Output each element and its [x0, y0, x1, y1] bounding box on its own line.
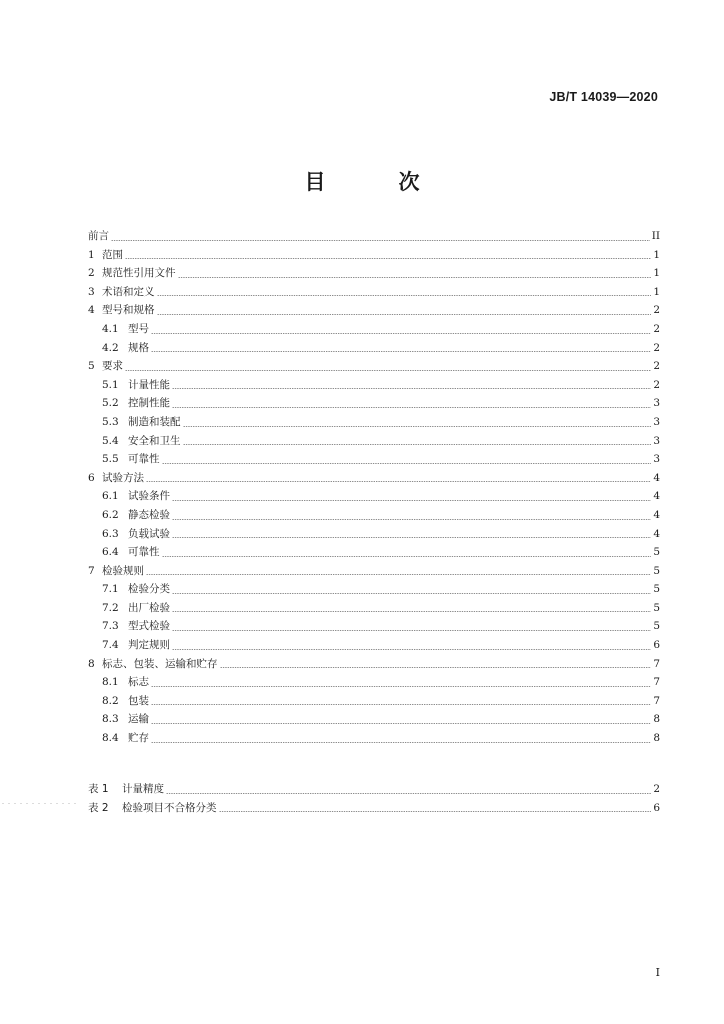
section-number: 1: [88, 248, 95, 261]
section-title: 范围: [102, 248, 123, 261]
section-title: 制造和装配: [128, 415, 181, 428]
section-title: 安全和卫生: [128, 434, 181, 447]
section-number: 2: [88, 267, 95, 280]
dot-leader: [172, 649, 651, 650]
section-number: 8.4: [102, 732, 119, 745]
toc-entry[interactable]: [88, 227, 660, 246]
dot-leader: [146, 481, 651, 482]
toc-entry[interactable]: [88, 692, 660, 711]
page-ref: 1: [653, 285, 660, 298]
toc-entry[interactable]: [88, 710, 660, 729]
page-ref: 4: [653, 527, 660, 540]
section-number: 7.4: [102, 639, 119, 652]
page-ref: 2: [653, 322, 660, 335]
dot-leader: [172, 500, 651, 501]
page-ref: 6: [653, 801, 660, 814]
page-ref: 3: [653, 453, 660, 466]
page-number: I: [655, 966, 660, 979]
dot-leader: [172, 611, 651, 612]
dot-leader: [151, 351, 651, 352]
section-title: 型号和规格: [102, 304, 155, 317]
section-title: 标志: [128, 676, 149, 689]
section-number: 6.1: [102, 490, 119, 503]
section-number: 5.1: [102, 378, 119, 391]
section-number: 4.1: [102, 322, 119, 335]
page-ref: 4: [653, 490, 660, 503]
page-ref: 7: [653, 694, 660, 707]
section-number: 7.1: [102, 583, 119, 596]
section-number: 8: [88, 657, 95, 670]
toc-entry[interactable]: [88, 469, 660, 488]
page-ref: 8: [653, 732, 660, 745]
section-title: 可靠性: [128, 453, 160, 466]
section-number: 6: [88, 471, 95, 484]
dot-leader: [219, 811, 652, 812]
section-title: 术语和定义: [102, 285, 155, 298]
dot-leader: [157, 314, 652, 315]
section-title: 计量性能: [128, 378, 170, 391]
dot-leader: [151, 742, 651, 743]
table-of-contents: [88, 227, 660, 748]
section-number: 5.5: [102, 453, 119, 466]
page-ref: 7: [653, 676, 660, 689]
page-ref: 5: [653, 564, 660, 577]
toc-entry[interactable]: [88, 617, 660, 636]
toc-entry[interactable]: [88, 264, 660, 283]
section-title: 运输: [128, 713, 149, 726]
dot-leader: [151, 723, 651, 724]
toc-entry[interactable]: [88, 506, 660, 525]
page-ref: 1: [653, 248, 660, 261]
scan-artifact: [0, 803, 80, 804]
dot-leader: [172, 388, 651, 389]
dot-leader: [111, 240, 650, 241]
toc-entry[interactable]: [88, 729, 660, 748]
page-title: 目 次: [304, 170, 446, 194]
section-title: 型号: [128, 322, 149, 335]
dot-leader: [162, 463, 652, 464]
page-ref: 3: [653, 397, 660, 410]
page-ref: 2: [653, 341, 660, 354]
dot-leader: [125, 258, 651, 259]
section-title: 试验方法: [102, 471, 144, 484]
dot-leader: [166, 793, 651, 794]
page-ref: 5: [653, 601, 660, 614]
toc-entry[interactable]: [88, 413, 660, 432]
section-title: 静态检验: [128, 508, 170, 521]
section-title: 规格: [128, 341, 149, 354]
toc-entry[interactable]: [88, 543, 660, 562]
section-title: 控制性能: [128, 397, 170, 410]
toc-entry[interactable]: [88, 655, 660, 674]
toc-entry[interactable]: [88, 450, 660, 469]
page-ref: 2: [653, 304, 660, 317]
dot-leader: [178, 277, 652, 278]
toc-entry[interactable]: [88, 320, 660, 339]
section-number: 7.2: [102, 601, 119, 614]
dot-leader: [172, 630, 651, 631]
section-number: 4: [88, 304, 95, 317]
toc-entry[interactable]: [88, 487, 660, 506]
toc-entry[interactable]: [88, 432, 660, 451]
page-ref: 2: [653, 360, 660, 373]
section-title: 出厂检验: [128, 601, 170, 614]
toc-entry[interactable]: [88, 580, 660, 599]
toc-entry[interactable]: [88, 673, 660, 692]
dot-leader: [151, 333, 651, 334]
section-number: 7: [88, 564, 95, 577]
page-ref: 4: [653, 508, 660, 521]
page-ref: 2: [653, 783, 660, 795]
toc-entry[interactable]: [88, 525, 660, 544]
dot-leader: [172, 407, 651, 408]
section-number: 6.2: [102, 508, 119, 521]
page-ref: 6: [653, 639, 660, 652]
page-ref: 1: [653, 267, 660, 280]
section-title: 判定规则: [128, 639, 170, 652]
page-ref: 5: [653, 583, 660, 596]
dot-leader: [172, 593, 651, 594]
dot-leader: [172, 537, 651, 538]
section-title: 检验分类: [128, 583, 170, 596]
dot-leader: [146, 574, 651, 575]
dot-leader: [125, 370, 651, 371]
dot-leader: [162, 556, 652, 557]
dot-leader: [172, 519, 651, 520]
section-title: 型式检验: [128, 620, 170, 633]
section-number: 5.2: [102, 397, 119, 410]
section-number: 5.4: [102, 434, 119, 447]
page-ref: 3: [653, 434, 660, 447]
section-title: 包装: [128, 694, 149, 707]
page-ref: 5: [653, 546, 660, 559]
dot-leader: [151, 704, 651, 705]
table-number: 表 1: [88, 783, 109, 795]
section-title: 规范性引用文件: [102, 267, 176, 280]
section-number: 5: [88, 360, 95, 373]
dot-leader: [183, 426, 652, 427]
dot-leader: [157, 295, 652, 296]
page-ref: 8: [653, 713, 660, 726]
dot-leader: [220, 667, 652, 668]
table-title: 检验项目不合格分类: [122, 801, 217, 814]
section-title: 贮存: [128, 732, 149, 745]
section-number: 8.2: [102, 694, 119, 707]
page-ref: 5: [653, 620, 660, 633]
section-title: 要求: [102, 360, 123, 373]
toc-entry[interactable]: [88, 283, 660, 302]
table-title: 计量精度: [122, 783, 164, 795]
toc-entry[interactable]: [88, 376, 660, 395]
page-ref: 7: [653, 657, 660, 670]
dot-leader: [151, 686, 651, 687]
section-number: 6.3: [102, 527, 119, 540]
section-title: 试验条件: [128, 490, 170, 503]
page-ref: 4: [653, 471, 660, 484]
section-number: 8.3: [102, 713, 119, 726]
section-number: 6.4: [102, 546, 119, 559]
section-number: 5.3: [102, 415, 119, 428]
toc-entry[interactable]: [88, 357, 660, 376]
toc-entry[interactable]: [88, 636, 660, 655]
toc-entry[interactable]: [88, 394, 660, 413]
section-title: 可靠性: [128, 546, 160, 559]
section-number: 8.1: [102, 676, 119, 689]
toc-entry[interactable]: [88, 246, 660, 265]
table-number: 表 2: [88, 801, 109, 814]
toc-entry[interactable]: [88, 339, 660, 358]
section-title: 标志、包装、运输和贮存: [102, 657, 218, 670]
section-title: 前言: [88, 230, 109, 242]
section-number: 4.2: [102, 341, 119, 354]
table-list-entry[interactable]: [88, 780, 660, 799]
section-title: 检验规则: [102, 564, 144, 577]
standard-code: JB/T 14039—2020: [549, 90, 658, 104]
page-ref: 3: [653, 415, 660, 428]
section-number: 7.3: [102, 620, 119, 633]
table-list-entry[interactable]: [88, 799, 660, 818]
page-ref: II: [651, 230, 660, 242]
section-number: 3: [88, 285, 95, 298]
section-title: 负载试验: [128, 527, 170, 540]
page-ref: 2: [653, 378, 660, 391]
dot-leader: [183, 444, 652, 445]
toc-entry[interactable]: [88, 562, 660, 581]
list-of-tables: [88, 780, 660, 817]
toc-entry[interactable]: [88, 301, 660, 320]
toc-entry[interactable]: [88, 599, 660, 618]
